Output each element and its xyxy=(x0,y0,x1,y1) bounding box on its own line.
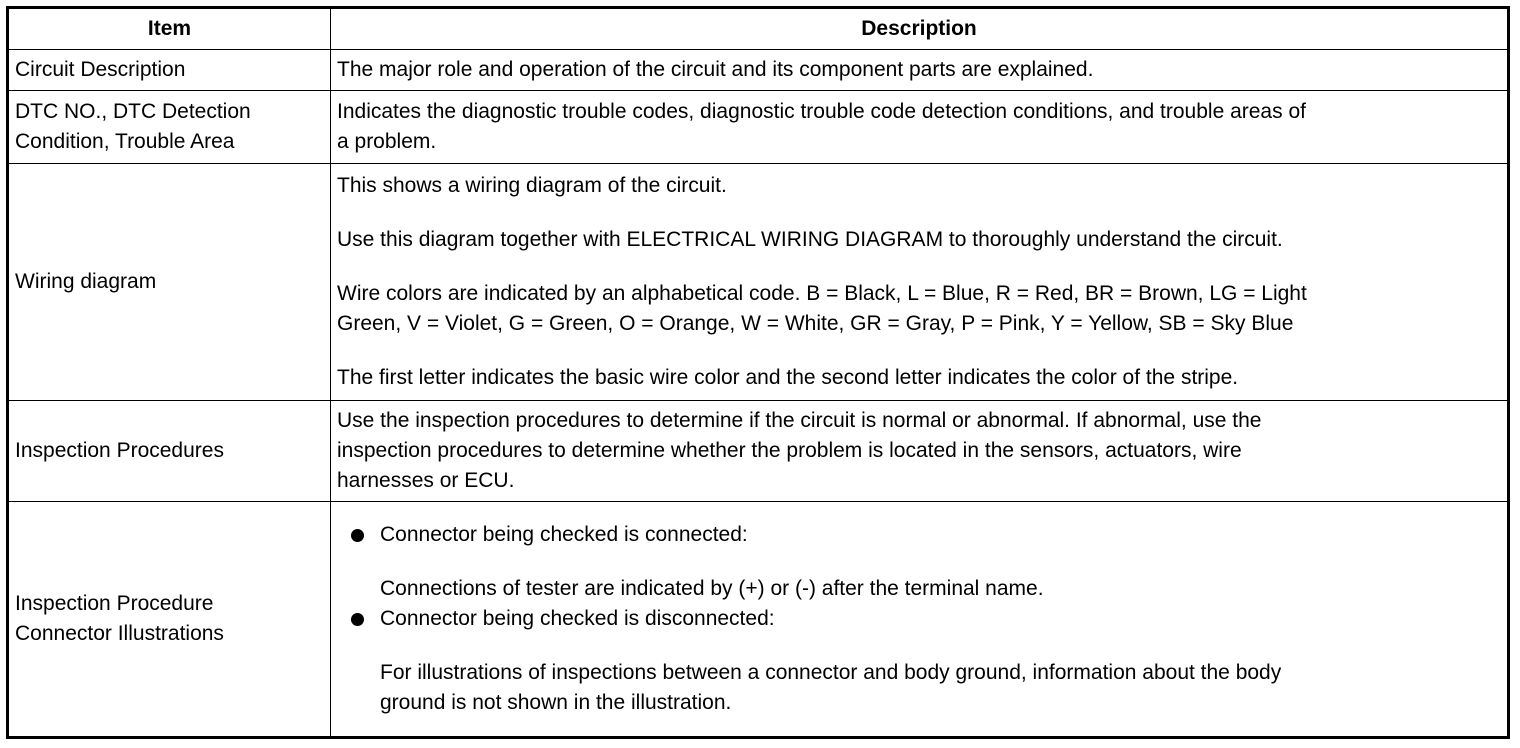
description-paragraph: The first letter indicates the basic wire color and the second letter indicates the color of the stripe. xyxy=(337,366,1239,389)
item-label-line: Condition, Trouble Area xyxy=(15,130,235,153)
description-text: The major role and operation of the circuit and its component parts are explained. xyxy=(337,58,1094,81)
diagnostic-info-table xyxy=(6,6,1510,739)
description-cell xyxy=(331,502,1509,738)
bullet-item xyxy=(337,604,1501,634)
description-line: Wire colors are indicated by an alphabetical code. B = Black, L = Blue, R = Red, BR = Brown, LG = Light xyxy=(337,282,1307,305)
bullet-list xyxy=(337,520,1501,550)
item-cell xyxy=(8,401,331,502)
description-cell xyxy=(331,164,1509,401)
description-cell xyxy=(331,401,1509,502)
table-row xyxy=(8,401,1509,502)
table-row xyxy=(8,164,1509,401)
bullet-subtext: Connections of tester are indicated by (+) or (-) after the terminal name. xyxy=(380,577,1044,600)
description-line: harnesses or ECU. xyxy=(337,469,515,492)
bullet-subtext-line: For illustrations of inspections between a connector and body ground, information about the body xyxy=(380,661,1282,684)
description-line: Indicates the diagnostic trouble codes, diagnostic trouble code detection conditions, and trouble areas of xyxy=(337,100,1306,123)
description-cell xyxy=(331,91,1509,164)
description-paragraph: Use this diagram together with ELECTRICAL WIRING DIAGRAM to thoroughly understand the circuit. xyxy=(337,228,1283,251)
description-line: a problem. xyxy=(337,130,437,153)
table-row xyxy=(8,502,1509,738)
description-line: inspection procedures to determine whether the problem is located in the sensors, actuators, wire xyxy=(337,439,1242,462)
item-cell xyxy=(8,50,331,91)
description-cell xyxy=(331,50,1509,91)
table-row xyxy=(8,91,1509,164)
bullet-list xyxy=(337,604,1501,634)
item-cell xyxy=(8,164,331,401)
item-label-line: Inspection Procedure xyxy=(15,592,214,615)
bullet-item xyxy=(337,520,1501,550)
item-label: Wiring diagram xyxy=(15,270,157,293)
description-paragraph: This shows a wiring diagram of the circuit. xyxy=(337,174,727,197)
bullet-text: Connector being checked is connected: xyxy=(380,523,748,546)
bullet-subtext-line: ground is not shown in the illustration. xyxy=(380,691,732,714)
item-label-line: Connector Illustrations xyxy=(15,622,224,645)
description-line: Use the inspection procedures to determine if the circuit is normal or abnormal. If abnormal, use the xyxy=(337,409,1262,432)
item-cell xyxy=(8,91,331,164)
description-line: Green, V = Violet, G = Green, O = Orange, W = White, GR = Gray, P = Pink, Y = Yellow, SB = Sky Blue xyxy=(337,312,1294,335)
header-item: Item xyxy=(8,8,331,50)
table-header-row xyxy=(8,8,1509,50)
item-label-line: DTC NO., DTC Detection xyxy=(15,100,251,123)
header-description: Description xyxy=(331,8,1509,50)
item-cell xyxy=(8,502,331,738)
table-row xyxy=(8,50,1509,91)
item-label: Circuit Description xyxy=(15,58,186,81)
bullet-text: Connector being checked is disconnected: xyxy=(380,607,775,630)
item-label: Inspection Procedures xyxy=(15,439,224,462)
bullet-icon xyxy=(351,529,364,542)
bullet-icon xyxy=(351,613,364,626)
